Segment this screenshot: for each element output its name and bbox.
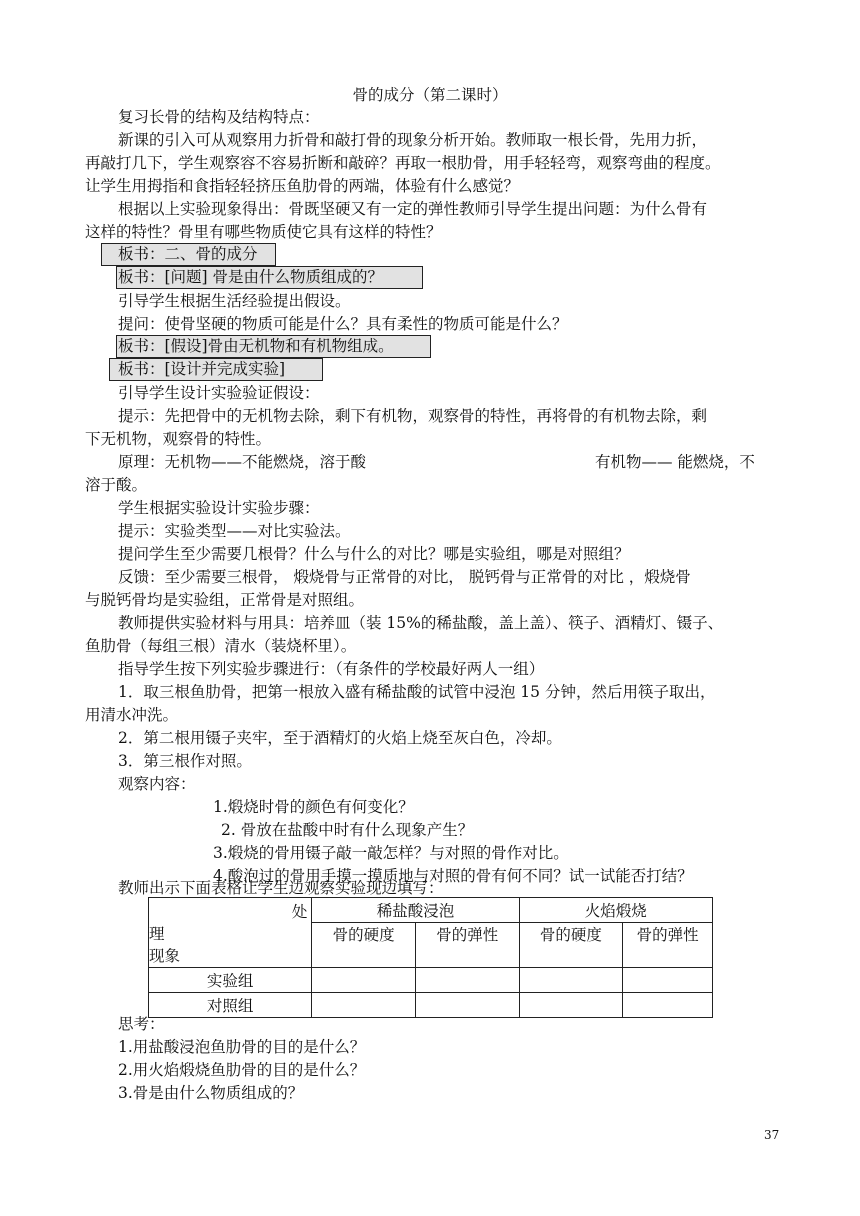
page-number: 37: [764, 1128, 780, 1142]
table-cell[interactable]: [312, 993, 416, 1018]
question-line-2: 这样的特性？骨里有哪些物质使它具有这样的特性？: [85, 223, 442, 241]
principle-right: 有机物—— 能燃烧，不: [595, 453, 755, 471]
hint1-line-1: 提示：先把骨中的无机物去除，剩下有机物，观察骨的特性，再将骨的有机物去除，剩: [118, 407, 708, 425]
board-text-2: 板书：[问题] 骨是由什么物质组成的？: [118, 268, 384, 286]
principle-cont: 溶于酸。: [85, 476, 148, 494]
sub-header-4: 骨的弹性: [623, 923, 713, 968]
intro-line-3: 让学生用拇指和食指轻轻挤压鱼肋骨的两端，体验有什么感觉？: [85, 177, 520, 195]
materials-line-2: 鱼肋骨（每组三根）清水（装烧杯里）。: [85, 637, 357, 655]
table-cell[interactable]: [519, 968, 623, 993]
corner-top-label: 处: [291, 903, 308, 921]
page-title: 骨的成分（第二课时）: [352, 86, 508, 104]
principle-left: 原理：无机物——不能燃烧，溶于酸: [118, 453, 367, 471]
table-cell[interactable]: [312, 968, 416, 993]
table-cell[interactable]: [416, 968, 520, 993]
board-text-4: 板书：[设计并完成实验]: [118, 360, 286, 378]
corner-mid-label: 理: [149, 925, 165, 943]
think-title: 思考：: [118, 1015, 165, 1033]
intro-line-2: 再敲打几下，学生观察容不容易折断和敲碎？再取一根肋骨，用手轻轻弯，观察弯曲的程度。: [85, 154, 721, 172]
table-cell[interactable]: [623, 968, 713, 993]
materials-line-1: 教师提供实验材料与用具：培养皿（装 15%的稀盐酸，盖上盖）、筷子、酒精灯、镊子、: [118, 614, 724, 632]
table-intro: 教师出示下面表格让学生边观察实验现边填写：: [118, 879, 444, 897]
think-item-3: 3.骨是由什么物质组成的？: [118, 1084, 304, 1102]
observe-item-3: 3.煅烧的骨用镊子敲一敲怎样？与对照的骨作对比。: [213, 844, 569, 862]
observe-item-1: 1.煅烧时骨的颜色有何变化？: [213, 798, 414, 816]
observe-item-2: 2. 骨放在盐酸中时有什么现象产生？: [221, 821, 474, 839]
table-cell[interactable]: [416, 993, 520, 1018]
sub-header-1: 骨的硬度: [312, 923, 416, 968]
corner-bottom-label: 现象: [149, 947, 181, 965]
think-item-2: 2.用火焰煅烧鱼肋骨的目的是什么？: [118, 1061, 366, 1079]
hint2-line: 提示：实验类型——对比实验法。: [118, 522, 351, 540]
intro-line-1: 新课的引入可从观察用力折骨和敲打骨的现象分析开始。教师取一根长骨，先用力折，: [118, 131, 708, 149]
hint1-line-2: 下无机物，观察骨的特性。: [85, 430, 272, 448]
step-3: 3．第三根作对照。: [118, 752, 252, 770]
table-corner-cell: [149, 898, 312, 968]
sub-header-3: 骨的硬度: [519, 923, 623, 968]
observation-table: [148, 897, 713, 1018]
observe-item-4: 4.酸泡过的骨用手摸一摸质地与对照的骨有何不同？试一试能否打结？: [213, 867, 693, 885]
board-text-1: 板书：二、骨的成分: [118, 245, 258, 263]
group-header-fire: 火焰煅烧: [519, 898, 712, 923]
guide-steps: 指导学生按下列实验步骤进行：（有条件的学校最好两人一组）: [118, 660, 545, 678]
guide-design: 引导学生设计实验验证假设：: [118, 384, 320, 402]
sub-header-2: 骨的弹性: [416, 923, 520, 968]
row-label-control: 对照组: [149, 993, 312, 1018]
board-text-3: 板书：[假设]骨由无机物和有机物组成。: [118, 337, 394, 355]
observe-title: 观察内容：: [118, 775, 196, 793]
step-1-line-2: 用清水冲洗。: [85, 706, 179, 724]
group-header-acid: 稀盐酸浸泡: [312, 898, 519, 923]
ask-line: 提问：使骨坚硬的物质可能是什么？具有柔性的物质可能是什么？: [118, 315, 568, 333]
step-1-line-1: 1．取三根鱼肋骨，把第一根放入盛有稀盐酸的试管中浸泡 15 分钟，然后用筷子取出，: [118, 683, 716, 701]
step-2: 2．第二根用镊子夹牢，至于酒精灯的火焰上烧至灰白色，冷却。: [118, 729, 562, 747]
design-steps: 学生根据实验设计实验步骤：: [118, 499, 320, 517]
feedback-line-2: 与脱钙骨均是实验组，正常骨是对照组。: [85, 591, 365, 609]
table-cell[interactable]: [623, 993, 713, 1018]
review-line: 复习长骨的结构及结构特点：: [118, 108, 320, 126]
guide-hypothesis: 引导学生根据生活经验提出假设。: [118, 292, 351, 310]
table-cell[interactable]: [519, 993, 623, 1018]
ask2-line: 提问学生至少需要几根骨？什么与什么的对比？哪是实验组，哪是对照组？: [118, 545, 630, 563]
think-item-1: 1.用盐酸浸泡鱼肋骨的目的是什么？: [118, 1038, 366, 1056]
question-line-1: 根据以上实验现象得出：骨既坚硬又有一定的弹性教师引导学生提出问题：为什么骨有: [118, 200, 708, 218]
feedback-line-1: 反馈：至少需要三根骨， 煅烧骨与正常骨的对比， 脱钙骨与正常骨的对比 ，煅烧骨: [118, 568, 691, 586]
row-label-experiment: 实验组: [149, 968, 312, 993]
